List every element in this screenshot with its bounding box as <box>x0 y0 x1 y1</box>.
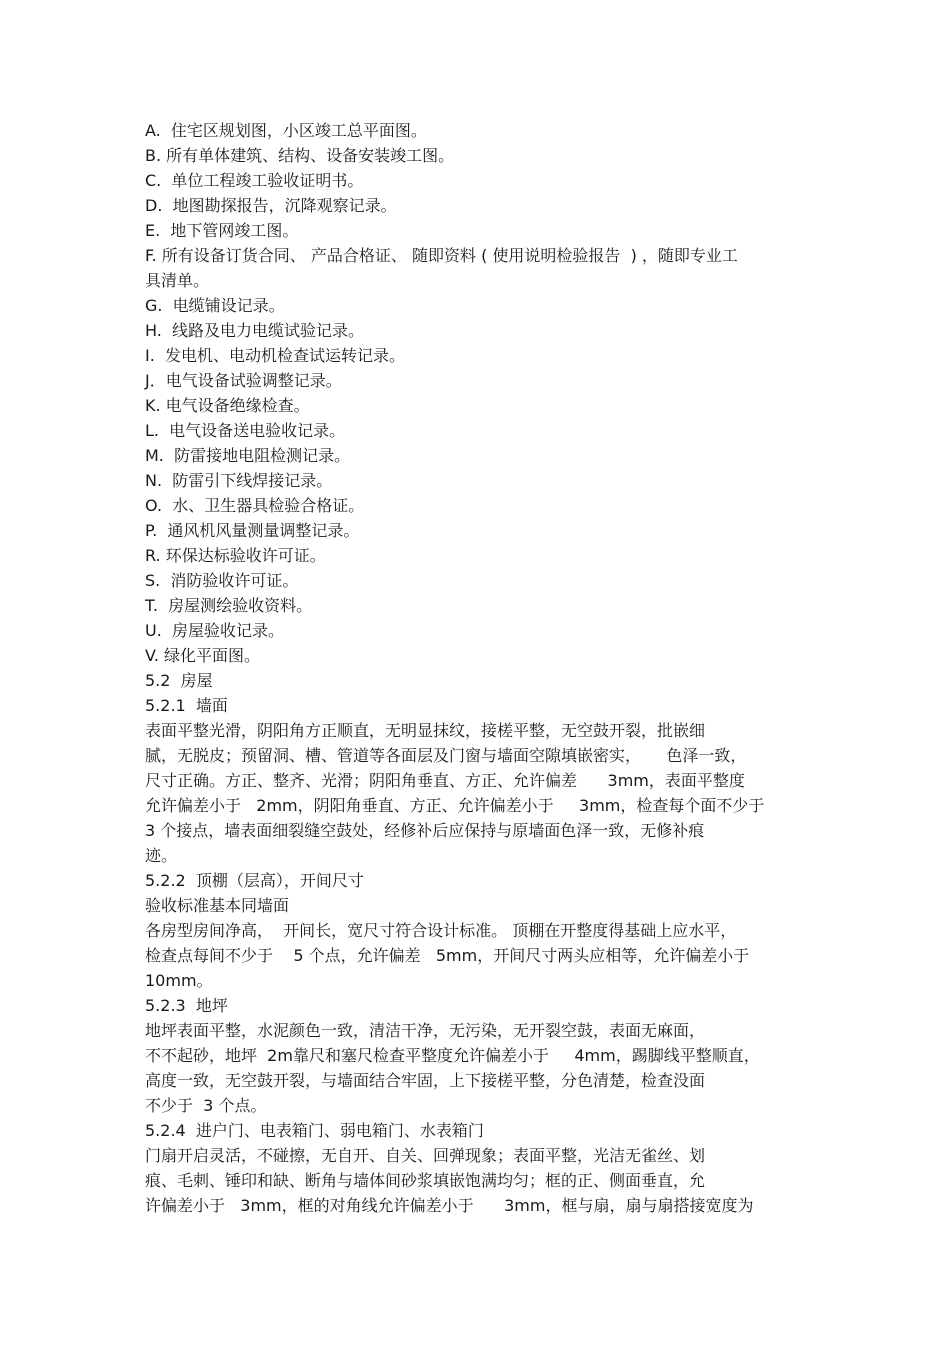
paragraph-line: 检查点每间不少于 5 个点，允许偏差 5mm，开间尺寸两头应相等，允许偏差小于 <box>145 946 750 965</box>
paragraph-line: 迹。 <box>145 846 178 865</box>
paragraph-line: 验收标准基本同墙面 <box>145 896 290 915</box>
paragraph-line: 许偏差小于 3mm，框的对角线允许偏差小于 3mm，框与扇，扇与扇搭接宽度为 <box>145 1196 754 1215</box>
list-item-i: I. 发电机、电动机检查试运转记录。 <box>145 346 405 365</box>
list-item-c: C. 单位工程竣工验收证明书。 <box>145 171 364 190</box>
section-heading-5-2-1: 5.2.1 墙面 <box>145 696 228 715</box>
list-item-s: S. 消防验收许可证。 <box>145 571 299 590</box>
paragraph-line: 不少于 3 个点。 <box>145 1096 267 1115</box>
list-item-f-continued: 具清单。 <box>145 271 210 290</box>
paragraph-line: 10mm。 <box>145 971 213 990</box>
paragraph-line: 3 个接点，墙表面细裂缝空鼓处，经修补后应保持与原墙面色泽一致，无修补痕 <box>145 821 705 840</box>
list-item-k: K. 电气设备绝缘检查。 <box>145 396 310 415</box>
paragraph-line: 允许偏差小于 2mm，阴阳角垂直、方正、允许偏差小于 3mm，检查每个面不少于 <box>145 796 765 815</box>
list-item-m: M. 防雷接地电阻检测记录。 <box>145 446 351 465</box>
paragraph-line: 门扇开启灵活，不碰擦，无自开、自关、回弹现象；表面平整，光洁无雀丝、划 <box>145 1146 706 1165</box>
list-item-t: T. 房屋测绘验收资料。 <box>145 596 313 615</box>
list-item-b: B. 所有单体建筑、结构、设备安装竣工图。 <box>145 146 455 165</box>
paragraph-line: 高度一致，无空鼓开裂，与墙面结合牢固，上下接槎平整，分色清楚，检查没面 <box>145 1071 706 1090</box>
paragraph-line: 各房型房间净高， 开间长，宽尺寸符合设计标准。 顶棚在开整度得基础上应水平， <box>145 921 737 940</box>
list-item-p: P. 通风机风量测量调整记录。 <box>145 521 360 540</box>
paragraph-line: 表面平整光滑，阴阳角方正顺直，无明显抹纹，接槎平整，无空鼓开裂，批嵌细 <box>145 721 706 740</box>
section-heading-5-2: 5.2 房屋 <box>145 671 213 690</box>
document-body <box>145 118 810 1218</box>
paragraph-line: 痕、毛刺、锤印和缺、断角与墙体间砂浆填嵌饱满均匀；框的正、侧面垂直，允 <box>145 1171 706 1190</box>
list-item-d: D. 地图勘探报告，沉降观察记录。 <box>145 196 397 215</box>
list-item-e: E. 地下管网竣工图。 <box>145 221 299 240</box>
paragraph-line: 腻，无脱皮；预留洞、槽、管道等各面层及门窗与墙面空隙填嵌密实， 色泽一致， <box>145 746 747 765</box>
paragraph-line: 不不起砂，地坪 2m靠尺和塞尺检查平整度允许偏差小于 4mm，踢脚线平整顺直， <box>145 1046 760 1065</box>
list-item-r: R. 环保达标验收许可证。 <box>145 546 326 565</box>
section-heading-5-2-4: 5.2.4 进户门、电表箱门、弱电箱门、水表箱门 <box>145 1121 484 1140</box>
list-item-l: L. 电气设备送电验收记录。 <box>145 421 346 440</box>
paragraph-line: 地坪表面平整，水泥颜色一致，清洁干净，无污染，无开裂空鼓，表面无麻面， <box>145 1021 706 1040</box>
list-item-o: O. 水、卫生器具检验合格证。 <box>145 496 365 515</box>
list-item-g: G. 电缆铺设记录。 <box>145 296 285 315</box>
list-item-n: N. 防雷引下线焊接记录。 <box>145 471 333 490</box>
list-item-j: J．电气设备试验调整记录。 <box>145 371 342 390</box>
section-heading-5-2-2: 5.2.2 顶棚（层高），开间尺寸 <box>145 871 364 890</box>
list-item-v: V. 绿化平面图。 <box>145 646 261 665</box>
list-item-f: F. 所有设备订货合同、 产品合格证、 随即资料 ( 使用说明检验报告 ) ，随即专业工 <box>145 246 738 265</box>
paragraph-line: 尺寸正确。方正、整齐、光滑；阴阳角垂直、方正、允许偏差 3mm，表面平整度 <box>145 771 745 790</box>
list-item-a: A. 住宅区规划图，小区竣工总平面图。 <box>145 121 427 140</box>
section-heading-5-2-3: 5.2.3 地坪 <box>145 996 228 1015</box>
list-item-u: U. 房屋验收记录。 <box>145 621 284 640</box>
list-item-h: H. 线路及电力电缆试验记录。 <box>145 321 365 340</box>
